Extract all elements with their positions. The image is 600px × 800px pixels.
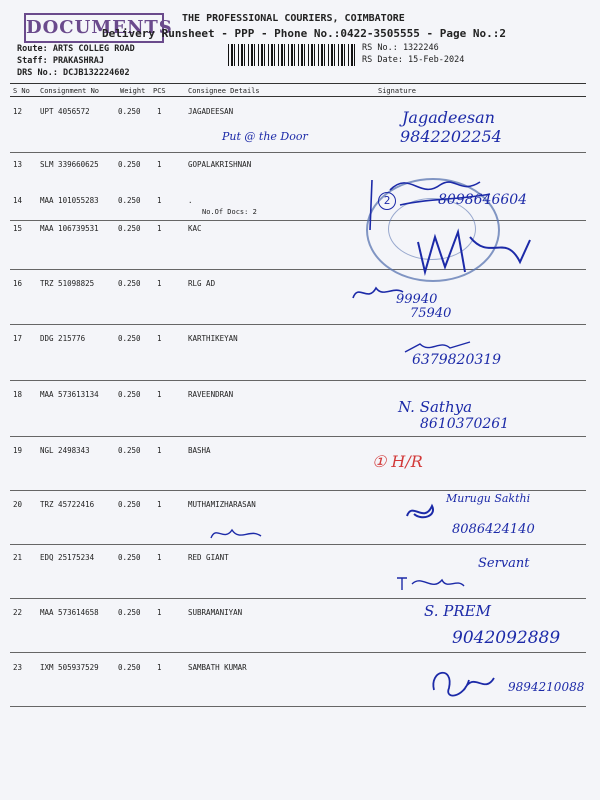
row-divider xyxy=(10,152,586,153)
sig-21-name: Servant xyxy=(478,556,530,571)
runsheet-subtitle: Delivery Runsheet - PPP - Phone No.:0422-3505555 - Page No.:2 xyxy=(102,27,506,40)
documents-stamp: DOCUMENTS xyxy=(24,13,164,43)
sig-20-scribble xyxy=(402,496,442,526)
row-21-name: RED GIANT xyxy=(188,553,229,562)
row-divider xyxy=(10,324,586,325)
row-20-sno: 20 xyxy=(13,500,23,509)
row-12-pcs: 1 xyxy=(157,107,162,116)
row-divider xyxy=(10,652,586,653)
sig-23-scribble xyxy=(424,660,504,704)
sig-12-phone: 9842202254 xyxy=(400,127,502,146)
row-12-sno: 12 xyxy=(13,107,23,116)
row-13-cons: SLM 339660625 xyxy=(40,160,99,169)
row-15-cons: MAA 106739531 xyxy=(40,224,99,233)
row-20-weight: 0.250 xyxy=(118,500,141,509)
row-14-pcs: 1 xyxy=(157,196,162,205)
row-19-cons: NGL 2498343 xyxy=(40,446,90,455)
sig-18-name: N. Sathya xyxy=(398,398,473,416)
row-divider xyxy=(10,490,586,491)
row-17-pcs: 1 xyxy=(157,334,162,343)
row-23-name: SAMBATH KUMAR xyxy=(188,663,247,672)
row-12-weight: 0.250 xyxy=(118,107,141,116)
row-14-weight: 0.250 xyxy=(118,196,141,205)
sig-21-scribble xyxy=(392,570,472,594)
row-15-sno: 15 xyxy=(13,224,23,233)
row-15-weight: 0.250 xyxy=(118,224,141,233)
row-16-name: RLG AD xyxy=(188,279,216,288)
sig-14-circled-count: 2 xyxy=(378,192,396,210)
row-divider xyxy=(10,706,586,707)
row-13-weight: 0.250 xyxy=(118,160,141,169)
sig-14-phone: 8098646604 xyxy=(438,192,528,208)
row-14-name: . xyxy=(188,196,193,205)
row-17-weight: 0.250 xyxy=(118,334,141,343)
row-22-sno: 22 xyxy=(13,608,23,617)
sig-12-note: Put @ the Door xyxy=(222,130,308,143)
row-23-sno: 23 xyxy=(13,663,23,672)
col-weight: Weight xyxy=(120,87,146,95)
row-divider xyxy=(10,598,586,599)
sig-19-note: ① H/R xyxy=(372,452,423,471)
row-divider xyxy=(10,380,586,381)
row-22-name: SUBRAMANIYAN xyxy=(188,608,243,617)
row-19-weight: 0.250 xyxy=(118,446,141,455)
row-23-pcs: 1 xyxy=(157,663,162,672)
row-16-pcs: 1 xyxy=(157,279,162,288)
col-sno: S No xyxy=(13,87,30,95)
row-13-pcs: 1 xyxy=(157,160,162,169)
sig-15-scribble xyxy=(410,222,550,282)
row-16-cons: TRZ 51098825 xyxy=(40,279,95,288)
sig-22-phone: 9042092889 xyxy=(452,628,561,648)
sig-22-name: S. PREM xyxy=(424,602,491,620)
row-14-cons: MAA 101055283 xyxy=(40,196,99,205)
header-rule-bottom xyxy=(10,96,586,97)
sig-20-phone: 8086424140 xyxy=(452,522,535,537)
sig-20-name: Murugu Sakthi xyxy=(446,492,531,505)
row-20-cons: TRZ 45722416 xyxy=(40,500,95,509)
row-16-sno: 16 xyxy=(13,279,23,288)
row-18-sno: 18 xyxy=(13,390,23,399)
row-18-cons: MAA 573613134 xyxy=(40,390,99,399)
row-17-name: KARTHIKEYAN xyxy=(188,334,238,343)
row-18-pcs: 1 xyxy=(157,390,162,399)
row-17-cons: DDG 215776 xyxy=(40,334,86,343)
row-22-pcs: 1 xyxy=(157,608,162,617)
row-12-name: JAGADEESAN xyxy=(188,107,234,116)
col-signature: Signature xyxy=(378,87,416,95)
row-12-cons: UPT 4056572 xyxy=(40,107,90,116)
row-20-name: MUTHAMIZHARASAN xyxy=(188,500,256,509)
row-15-pcs: 1 xyxy=(157,224,162,233)
row-21-cons: EDQ 25175234 xyxy=(40,553,95,562)
sig-12-name: Jagadeesan xyxy=(402,108,495,127)
rs-number: RS No.: 1322246 xyxy=(362,43,439,53)
row-23-weight: 0.250 xyxy=(118,663,141,672)
col-consignee: Consignee Details xyxy=(188,87,260,95)
company-title: THE PROFESSIONAL COURIERS, COIMBATORE xyxy=(182,13,405,24)
row-13-name: GOPALAKRISHNAN xyxy=(188,160,252,169)
staff-label: Staff: PRAKASHRAJ xyxy=(17,56,104,66)
row-13-sno: 13 xyxy=(13,160,23,169)
row-21-pcs: 1 xyxy=(157,553,162,562)
sig-17-phone: 6379820319 xyxy=(412,352,502,368)
row-21-weight: 0.250 xyxy=(118,553,141,562)
col-consignment: Consignment No xyxy=(40,87,100,95)
header-rule-top xyxy=(10,83,586,84)
row-19-pcs: 1 xyxy=(157,446,162,455)
row-18-name: RAVEENDRAN xyxy=(188,390,234,399)
row-14-sno: 14 xyxy=(13,196,23,205)
row-22-cons: MAA 573614658 xyxy=(40,608,99,617)
sig-20-extra-scribble xyxy=(206,520,266,546)
sig-18-phone: 8610370261 xyxy=(420,416,510,432)
row-divider xyxy=(10,544,586,545)
sig-23-phone: 9894210088 xyxy=(508,680,585,694)
row-18-weight: 0.250 xyxy=(118,390,141,399)
row-23-cons: IXM 505937529 xyxy=(40,663,99,672)
route-label: Route: ARTS COLLEG ROAD xyxy=(17,44,135,54)
rs-date: RS Date: 15-Feb-2024 xyxy=(362,55,465,65)
col-pcs: PCS xyxy=(153,87,166,95)
row-19-sno: 19 xyxy=(13,446,23,455)
row-14-docs-note: No.Of Docs: 2 xyxy=(202,208,257,216)
row-17-sno: 17 xyxy=(13,334,23,343)
row-20-pcs: 1 xyxy=(157,500,162,509)
row-22-weight: 0.250 xyxy=(118,608,141,617)
drs-number: DRS No.: DCJB132224602 xyxy=(17,68,130,78)
row-15-name: KAC xyxy=(188,224,202,233)
row-16-weight: 0.250 xyxy=(118,279,141,288)
sig-16-phone-b: 75940 xyxy=(410,306,452,321)
row-divider xyxy=(10,436,586,437)
barcode xyxy=(228,44,358,66)
sig-16-phone-a: 99940 xyxy=(396,292,438,307)
row-21-sno: 21 xyxy=(13,553,23,562)
row-19-name: BASHA xyxy=(188,446,211,455)
